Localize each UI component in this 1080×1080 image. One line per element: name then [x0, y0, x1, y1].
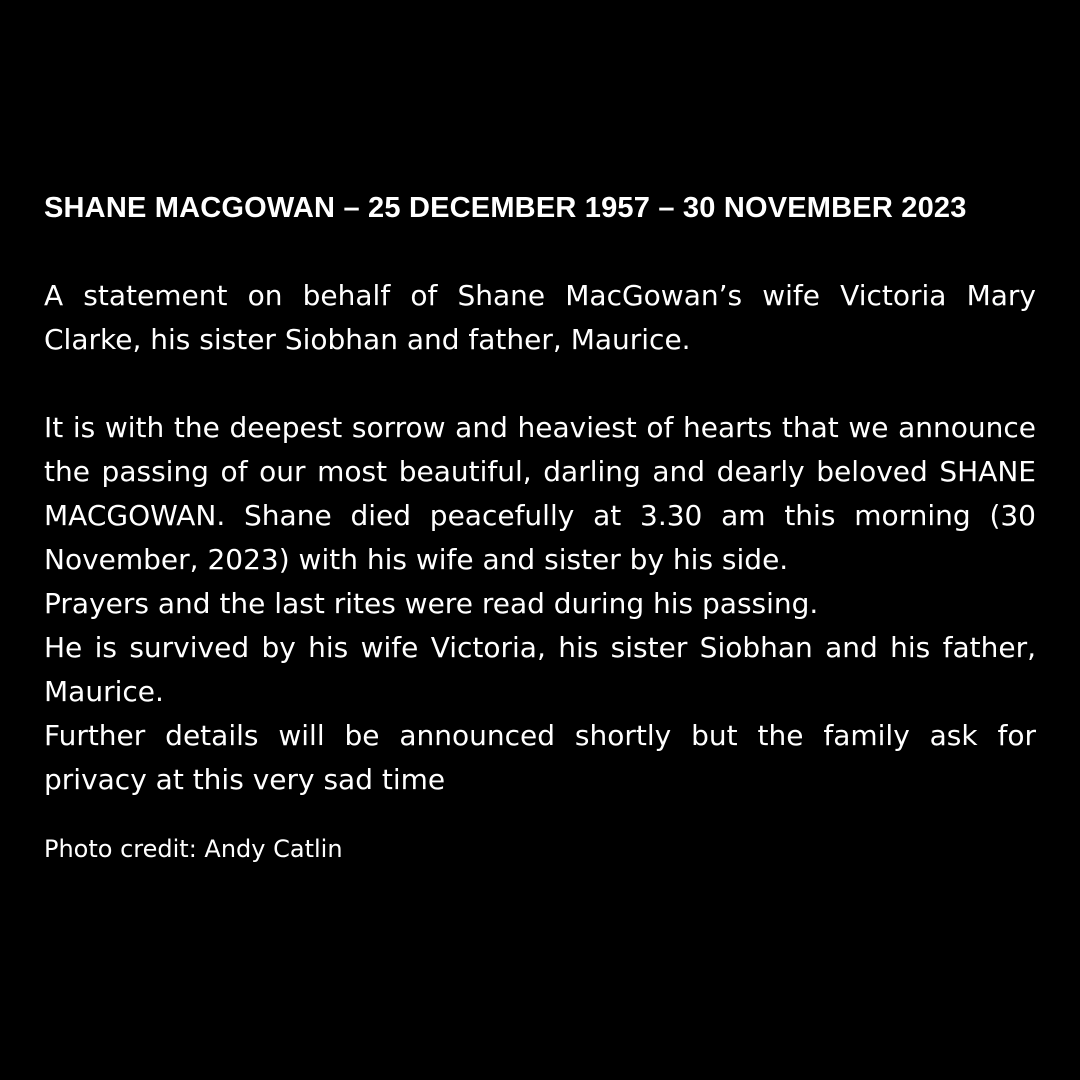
statement-intro: A statement on behalf of Shane MacGowan’s wife Victoria Mary Clarke, his sister Siobhan and father, Maurice. — [44, 279, 1036, 356]
photo-credit: Photo credit: Andy Catlin — [44, 835, 343, 863]
statement-paragraph: Prayers and the last rites were read during his passing. — [44, 587, 819, 620]
statement-heading: SHANE MACGOWAN – 25 DECEMBER 1957 – 30 NOVEMBER 2023 — [44, 192, 967, 224]
statement-paragraph: He is survived by his wife Victoria, his sister Siobhan and his father, Maurice. — [44, 631, 1036, 708]
statement-paragraph: Further details will be announced shortly but the family ask for privacy at this very sad time — [44, 719, 1036, 796]
statement-block — [44, 186, 1036, 866]
statement-paragraph: It is with the deepest sorrow and heaviest of hearts that we announce the passing of our most beautiful, darling and dearly beloved SHANE MACGOWAN. Shane died peacefully at 3.30 am this morning (30 November, 2023) with his wife and sister by his side. — [44, 411, 1036, 576]
